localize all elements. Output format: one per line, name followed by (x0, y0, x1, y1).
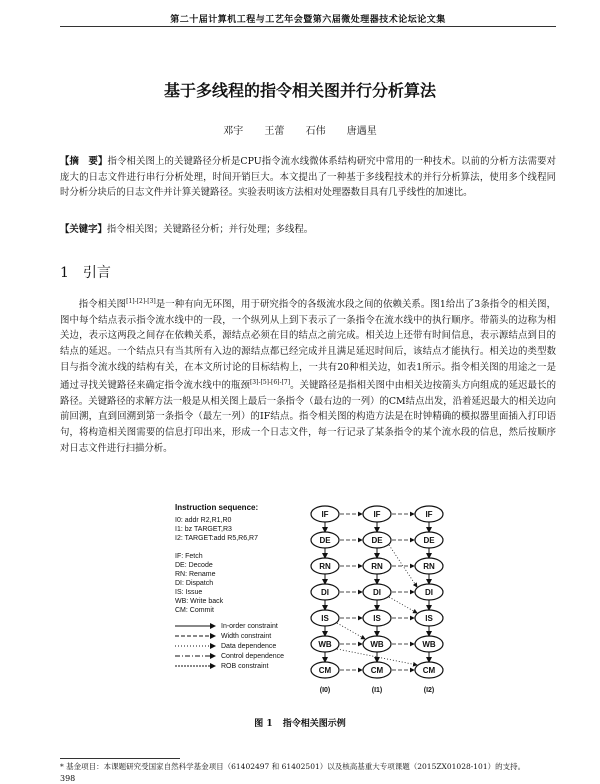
abstract-label: 【摘 要】 (60, 156, 108, 167)
header-rule (60, 26, 556, 27)
edge-type-label: Data dependence (221, 643, 277, 650)
graph-node-label: WB (318, 640, 332, 649)
section-heading (60, 262, 111, 282)
graph-node-label: DE (371, 536, 383, 545)
author: 邓宇 (223, 126, 244, 137)
keywords-label: 【关键字】 (60, 224, 107, 235)
author: 王蕾 (264, 126, 285, 137)
keywords (60, 222, 556, 238)
graph-edge (389, 597, 417, 613)
graph-node-label: WB (370, 640, 384, 649)
figure-1-diagram (165, 500, 465, 716)
graph-node-label: DI (373, 588, 381, 597)
graph-node-label: RN (371, 562, 383, 571)
intro-text: 指令相关图 (78, 299, 127, 311)
caption-text: 指令相关图示例 (282, 719, 346, 729)
caption-label: 图 1 (254, 719, 273, 729)
column-label: (I0) (319, 687, 331, 694)
legend-item: IF: Fetch (175, 553, 203, 560)
instruction: I2: TARGET:add R5,R6,R7 (175, 535, 258, 542)
author: 石伟 (305, 126, 326, 137)
instruction: I0: addr R2,R1,R0 (175, 517, 232, 524)
legend-item: DE: Decode (175, 562, 213, 569)
column-label: (I1) (371, 687, 383, 694)
graph-node-label: DE (319, 536, 331, 545)
page-number: 398 (60, 774, 76, 783)
section-number: 1 (60, 265, 69, 281)
edge-type-label: ROB constraint (221, 663, 269, 670)
footnote-rule (60, 758, 180, 759)
abstract (60, 154, 556, 201)
intro-text: 是一种有向无环图，用于研究指令的各级流水段之间的依赖关系。图1给出了3条指令的相关图，图中每个结点表示指令流水线中的一段，一个纵列从上到下表示了一条指令在流水线中的执行顺序。带箭头的边称为相关边，表示这两段之间存在依赖关系，源结点必须在目的结点之前完成。相关边上还带有时间信息，表示源结点到目的结点的延迟。一个结点只有当其所有入边的源结点都已经完成并且满足延迟时间后，该结点才能执行。相关边的类型数目与指令流水线的结构有关，在本文所讨论的目标结构上，一共有20种相关边，如表1所示。指令相关图的用途之一是通过寻找关键路径来确定指令流水线中的瓶颈 (60, 299, 556, 392)
edge-type-label: Width constraint (221, 633, 272, 640)
edge-type-label: Control dependence (221, 653, 285, 660)
paper-title: 基于多线程的指令相关图并行分析算法 (163, 81, 436, 100)
graph-node-label: RN (423, 562, 435, 571)
intro-paragraph (60, 294, 556, 456)
graph-edge (337, 623, 365, 639)
legend-item: CM: Commit (175, 607, 214, 614)
citation: [1]-[2]-[3] (126, 298, 156, 305)
graph-node-label: CM (318, 666, 332, 675)
legend-item: IS: Issue (175, 589, 203, 596)
graph-node-label: IF (321, 510, 329, 519)
graph-node-label: IS (321, 614, 329, 623)
graph-node-label: IS (373, 614, 381, 623)
section-title: 引言 (82, 265, 111, 281)
legend-item: RN: Rename (175, 571, 216, 578)
graph-node-label: IS (425, 614, 433, 623)
legend-item: DI: Dispatch (175, 580, 214, 587)
graph-node-label: WB (422, 640, 436, 649)
author: 唐遇星 (346, 126, 377, 137)
graph-node-label: RN (319, 562, 331, 571)
legend-item: WB: Write back (175, 598, 224, 605)
graph-node-label: DI (425, 588, 433, 597)
intro-text: 。关键路径是指相关图中由相关边按箭头方向组成的延迟最长的路径。关键路径的求解方法一般是从相关图上最后一条指令（最右边的一列）的CM结点出发，沿着延迟最大的相关边向前回溯，直到回溯到第一条指令（最左一列）的IF结点。指令相关图的构造方法是在时钟精确的模拟器里面插入打印语句，将构造相关图需要的信息打印出来，形成一个日志文件，每一行记录了某条指令的某个流水段的信息，然后按顺序对日志文件进行扫描分析。 (60, 380, 556, 454)
citation: [3]-[5]-[6]-[7] (249, 379, 291, 387)
edge-type-label: In-order constraint (221, 623, 278, 630)
column-label: (I2) (423, 687, 435, 694)
running-header: 第二十届计算机工程与工艺年会暨第六届微处理器技术论坛论文集 (170, 15, 446, 25)
instruction: I1: bz TARGET,R3 (175, 526, 232, 533)
graph-node-label: DI (321, 588, 329, 597)
abstract-text: 指令相关图上的关键路径分析是CPU指令流水线微体系结构研究中常用的一种技术。以前的分析方法需要对庞大的日志文件进行串行分析处理，时间开销巨大。本文提出了一种基于多线程技术的并行分析算法，使用多个线程同时分析分块后的日志文件并计算关键路径。实验表明该方法相对处理器数目具有几乎线性的加速比。 (60, 156, 556, 199)
graph-node-label: IF (425, 510, 433, 519)
sequence-title: Instruction sequence: (175, 503, 259, 512)
keywords-text: 指令相关图；关键路径分析；并行处理；多线程。 (106, 224, 314, 235)
footnote: * 基金项目：本课题研究受国家自然科学基金项目（61402497 和 61402501）以及核高基重大专项课题（2015ZX01028-101）的支持。 (60, 762, 526, 771)
graph-node-label: CM (370, 666, 384, 675)
figure-caption (0, 716, 600, 729)
graph-node-label: IF (373, 510, 381, 519)
graph-node-label: DE (423, 536, 435, 545)
graph-node-label: CM (422, 666, 436, 675)
author-list (0, 122, 600, 137)
